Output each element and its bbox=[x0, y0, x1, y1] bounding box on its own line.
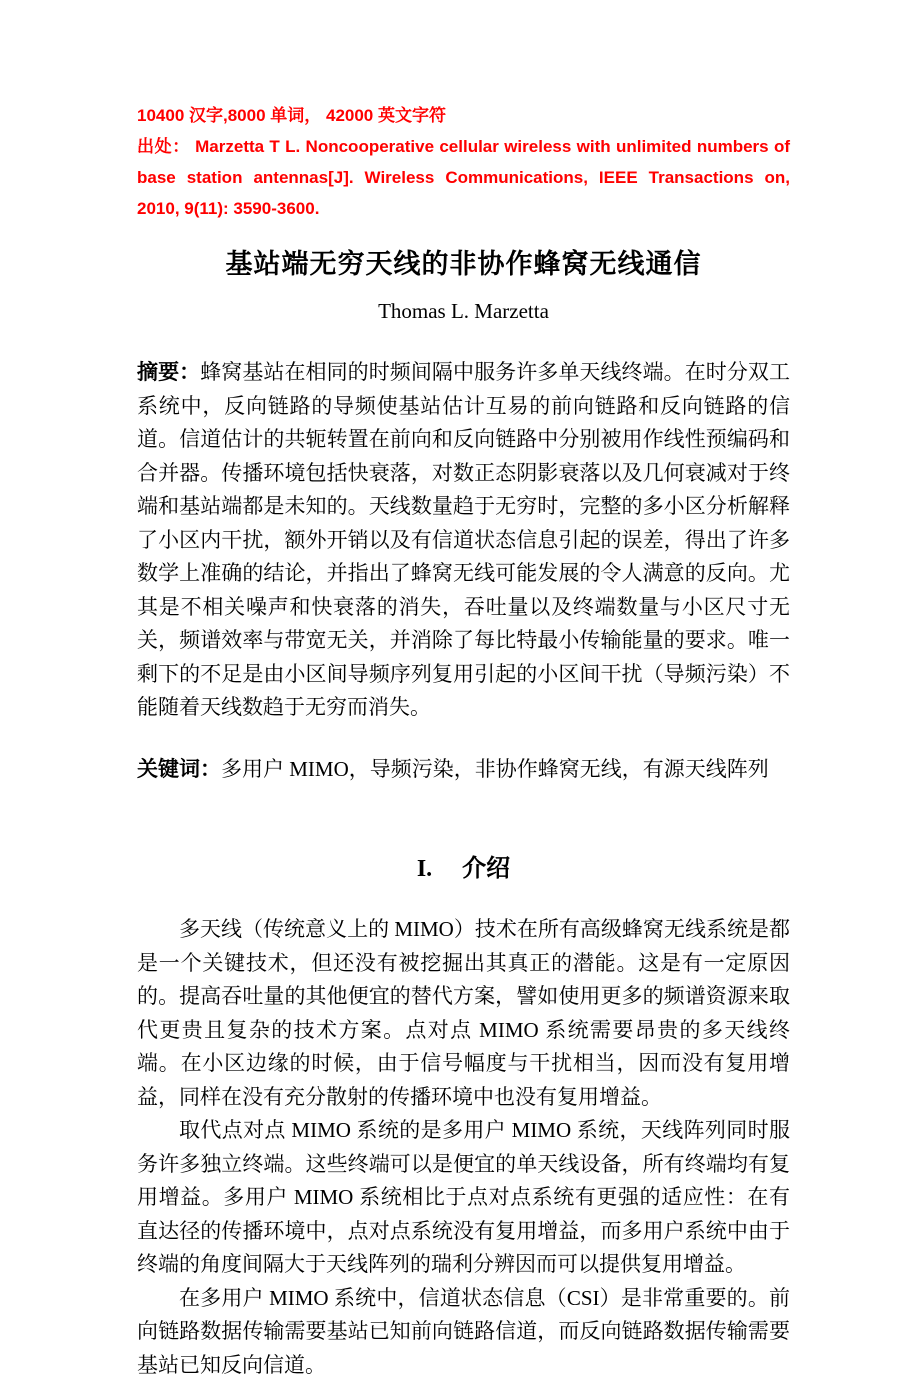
introduction-body bbox=[137, 913, 790, 1382]
intro-paragraph-1: 多天线（传统意义上的 MIMO）技术在所有高级蜂窝无线系统是都是一个关键技术，但还没有被挖掘出其真正的潜能。这是有一定原因的。提高吞吐量的其他便宜的替代方案，譬如使用更多的频谱资源来取代更贵且复杂的技术方案。点对点 MIMO 系统需要昂贵的多天线终端。在小区边缘的时候，由于信号幅度与干扰相当，因而没有复用增益，同样在没有充分散射的传播环境中也没有复用增益。 bbox=[137, 913, 790, 1114]
abstract-text: 蜂窝基站在相同的时频间隔中服务许多单天线终端。在时分双工系统中，反向链路的导频使基站估计互易的前向链路和反向链路的信道。信道估计的共轭转置在前向和反向链路中分别被用作线性预编码和合并器。传播环境包括快衰落，对数正态阴影衰落以及几何衰减对于终端和基站端都是未知的。天线数量趋于无穷时，完整的多小区分析解释了小区内干扰，额外开销以及有信道状态信息引起的误差，得出了许多数学上准确的结论，并指出了蜂窝无线可能发展的令人满意的反向。尤其是不相关噪声和快衰落的消失，吞吐量以及终端数量与小区尺寸无关，频谱效率与带宽无关，并消除了每比特最小传输能量的要求。唯一剩下的不足是由小区间导频序列复用引起的小区间干扰（导频污染）不能随着天线数趋于无穷而消失。 bbox=[137, 360, 790, 719]
paper-title: 基站端无穷天线的非协作蜂窝无线通信 bbox=[137, 242, 790, 281]
intro-paragraph-2: 取代点对点 MIMO 系统的是多用户 MIMO 系统，天线阵列同时服务许多独立终端。这些终端可以是便宜的单天线设备，所有终端均有复用增益。多用户 MIMO 系统相比于点对点系统有更强的适应性：在有直达径的传播环境中，点对点系统没有复用增益，而多用户系统中由于终端的角度间隔大于天线阵列的瑞利分辨因而可以提供复用增益。 bbox=[137, 1114, 790, 1282]
source-citation-note: 出处： Marzetta T L. Noncooperative cellular wireless with unlimited numbers of base station antennas[J]. Wireless Communications, IEEE Transactions on, 2010, 9(11): 3590-3600. bbox=[137, 131, 790, 224]
keywords-text: 多用户 MIMO，导频污染，非协作蜂窝无线，有源天线阵列 bbox=[221, 757, 769, 781]
paper-author: Thomas L. Marzetta bbox=[137, 299, 790, 324]
word-count-note: 10400 汉字,8000 单词， 42000 英文字符 bbox=[137, 100, 790, 131]
intro-paragraph-3: 在多用户 MIMO 系统中，信道状态信息（CSI）是非常重要的。前向链路数据传输需要基站已知前向链路信道，而反向链路数据传输需要基站已知反向信道。 bbox=[137, 1282, 790, 1382]
keywords-label: 关键词： bbox=[137, 757, 221, 781]
document-content bbox=[137, 100, 790, 1382]
section-heading-introduction bbox=[137, 848, 790, 883]
translator-annotation bbox=[137, 100, 790, 224]
abstract-label: 摘要： bbox=[137, 360, 200, 384]
abstract-paragraph bbox=[137, 356, 790, 725]
section-title: 介绍 bbox=[462, 856, 510, 882]
keywords-line bbox=[137, 753, 790, 787]
section-number: I. bbox=[417, 856, 432, 882]
